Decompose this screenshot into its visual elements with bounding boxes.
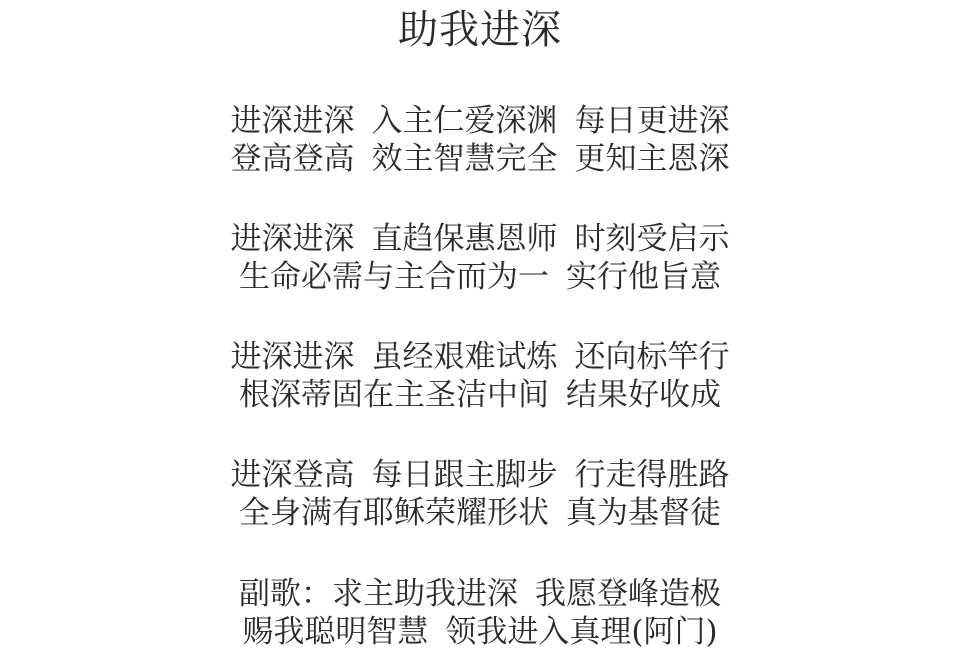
lyric-phrase: 领我进入真理(阿门) [445,614,718,650]
stanza-2 [0,220,960,296]
lyric-phrase: 我愿登峰造极 [535,576,722,612]
lyric-line [0,338,960,376]
lyric-phrase: 进深登高 [230,457,355,493]
lyric-phrase: 登高登高 [230,141,355,177]
lyric-phrase: 每日更进深 [574,103,730,139]
lyric-phrase: 更知主恩深 [574,141,730,177]
lyric-line [0,220,960,258]
stanza-3 [0,338,960,414]
lyric-line [0,140,960,178]
lyric-phrase: 全身满有耶稣荣耀形状 [238,495,549,531]
lyric-phrase: 行走得胜路 [574,457,730,493]
lyric-phrase: 入主仁爱深渊 [371,103,558,139]
lyric-phrase: 进深进深 [230,221,355,257]
lyric-phrase: 进深进深 [230,339,355,375]
song-title: 助我进深 [398,7,562,53]
stanza-1 [0,102,960,178]
lyric-line [0,376,960,414]
lyric-phrase: 进深进深 [230,103,355,139]
lyric-phrase: 根深蒂固在主圣洁中间 [238,377,549,413]
lyric-line [0,575,960,613]
lyric-line [0,258,960,296]
lyric-line [0,456,960,494]
chorus-stanza [0,575,960,651]
lyric-phrase: 时刻受启示 [574,221,730,257]
lyric-phrase: 副歌：求主助我进深 [238,576,518,612]
lyric-phrase: 真为基督徒 [566,495,722,531]
lyric-phrase: 还向标竿行 [574,339,730,375]
stanza-4 [0,456,960,532]
lyric-phrase: 赐我聪明智慧 [242,614,429,650]
lyric-line [0,494,960,532]
lyric-phrase: 效主智慧完全 [371,141,558,177]
lyric-phrase: 实行他旨意 [566,259,722,295]
lyric-line [0,613,960,651]
lyric-phrase: 每日跟主脚步 [371,457,558,493]
lyric-line [0,102,960,140]
lyric-phrase: 直趋保惠恩师 [371,221,558,257]
lyric-phrase: 结果好收成 [566,377,722,413]
lyric-phrase: 虽经艰难试炼 [371,339,558,375]
lyric-phrase: 生命必需与主合而为一 [238,259,549,295]
